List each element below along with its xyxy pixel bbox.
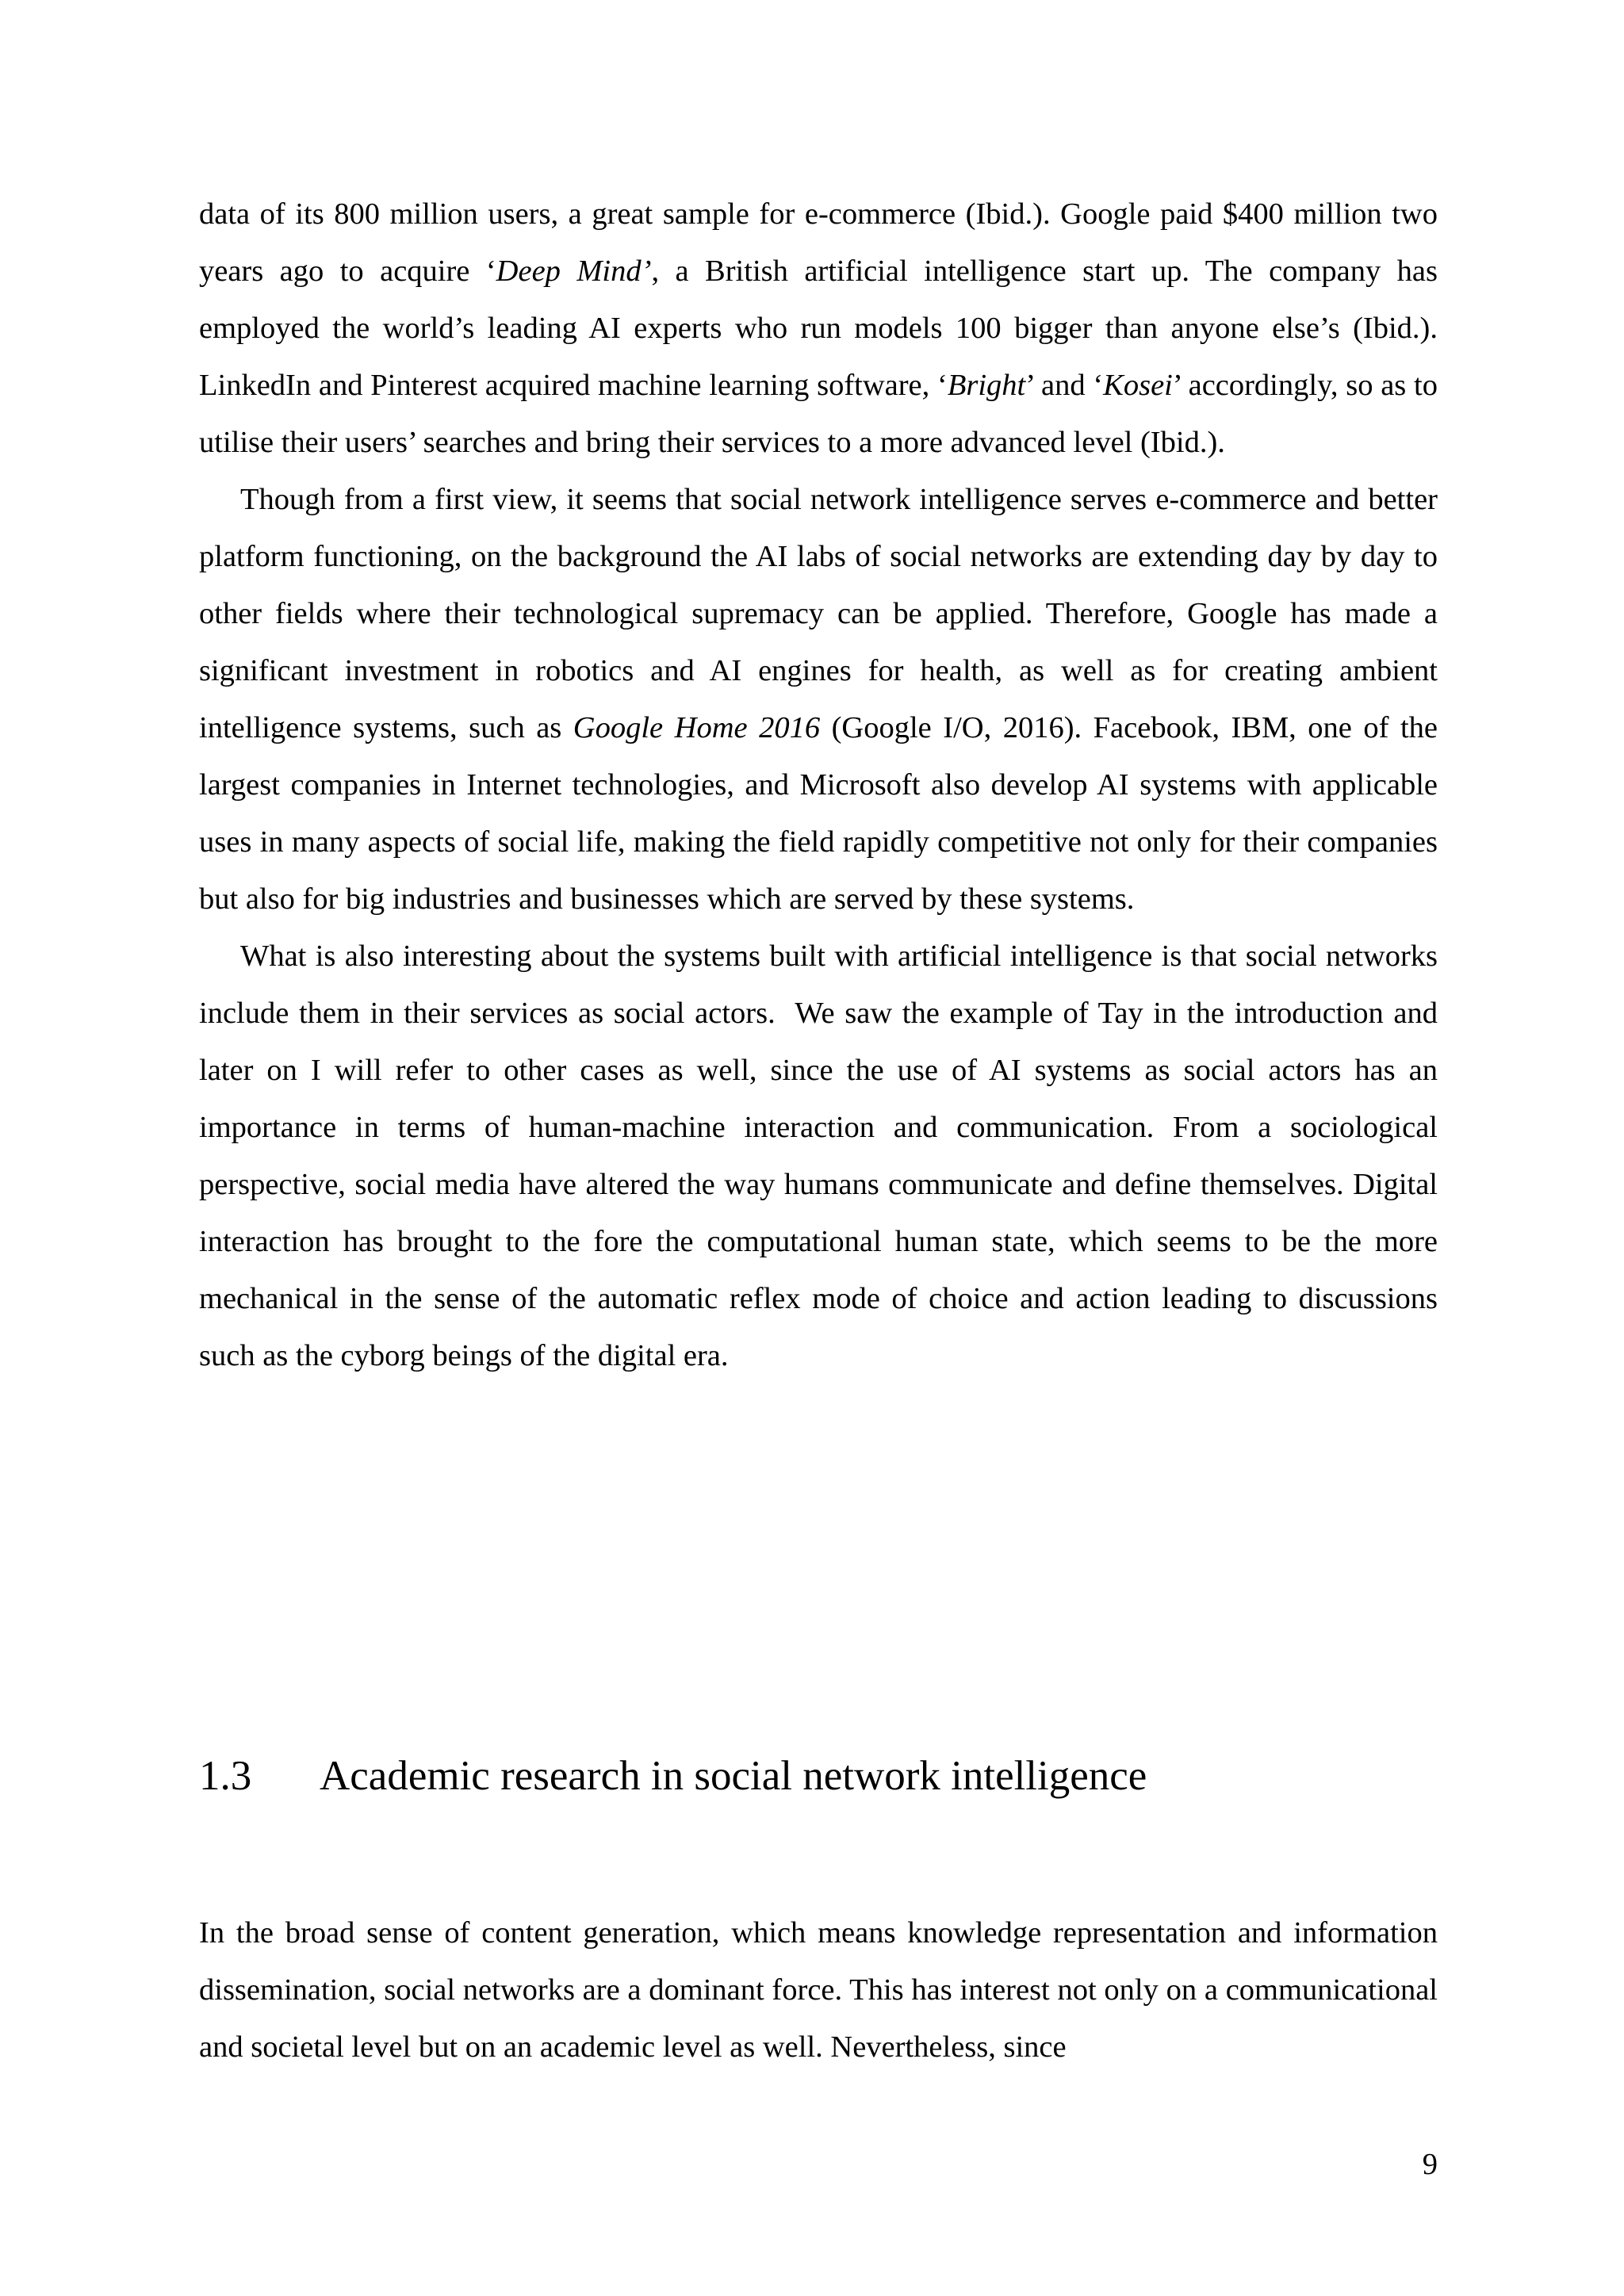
kosei-italic: Kosei — [1103, 369, 1173, 402]
section-title: Academic research in social network intelligence — [320, 1753, 1147, 1799]
paragraph-3: What is also interesting about the systems built with artificial intelligence is that social networks include them in their services as social actors. We saw the example of Tay in the introduction and later on I will refer to other cases as well, since the use of AI systems as social actors has an importance in terms of human-machine interaction and communication. From a sociological perspective, social media have altered the way humans communicate and define themselves. Digital interaction has brought to the fore the computational human state, which seems to be the more mechanical in the sense of the automatic reflex mode of choice and action leading to discussions such as the cyborg beings of the digital era. — [199, 939, 1438, 1372]
paragraph-2 — [199, 471, 1438, 928]
paragraph-2-part-1: Though from a first view, it seems that social network intelligence serves e-commerce and better platform functioning, on the background the AI labs of social networks are extending day by day to other fields where their technological supremacy can be applied. Therefore, Google has made a significant investment in robotics and AI engines for health, as well as for creating ambient intelligence systems, such as — [199, 483, 1438, 744]
body-text-bottom — [199, 1904, 1438, 2076]
paragraph-1-part-2: , a British artificial intelligence start up. The company has employed the world’s leading AI experts who run models 100 bigger than anyone else’s (Ibid.). LinkedIn and Pinterest acquired machine learning software, ‘ — [199, 254, 1438, 402]
section-number: 1.3 — [199, 1753, 252, 1799]
google-home-italic: Google Home 2016 — [573, 711, 821, 744]
paragraph-1-part-1: data of its 800 million users, a great sample for e-commerce (Ibid.). Google paid $400 million two years ago to acquire ‘ — [199, 197, 1438, 288]
paragraph-4: In the broad sense of content generation, which means knowledge representation and information dissemination, social networks are a dominant force. This has interest not only on a communicational and societal level but on an academic level as well. Nevertheless, since — [199, 1916, 1438, 2064]
paragraph-1-part-4: ’ accordingly, so as to utilise their users’ searches and bring their services to a more advanced level (Ibid.). — [199, 369, 1438, 459]
paragraph-2-part-2: (Google I/O, 2016). Facebook, IBM, one of the largest companies in Internet technologies, and Microsoft also develop AI systems with applicable uses in many aspects of social life, making the field rapidly competitive not only for their companies but also for big industries and businesses which are served by these systems. — [199, 711, 1438, 916]
deep-mind-italic: Deep Mind’ — [496, 254, 652, 288]
section-heading — [199, 1747, 1438, 1804]
paragraph-1 — [199, 186, 1438, 471]
paragraph-1-part-3: ’ and ‘ — [1025, 369, 1104, 402]
body-text-top — [199, 186, 1438, 1384]
bright-italic: Bright — [947, 369, 1026, 402]
page-number: 9 — [1422, 2148, 1438, 2181]
